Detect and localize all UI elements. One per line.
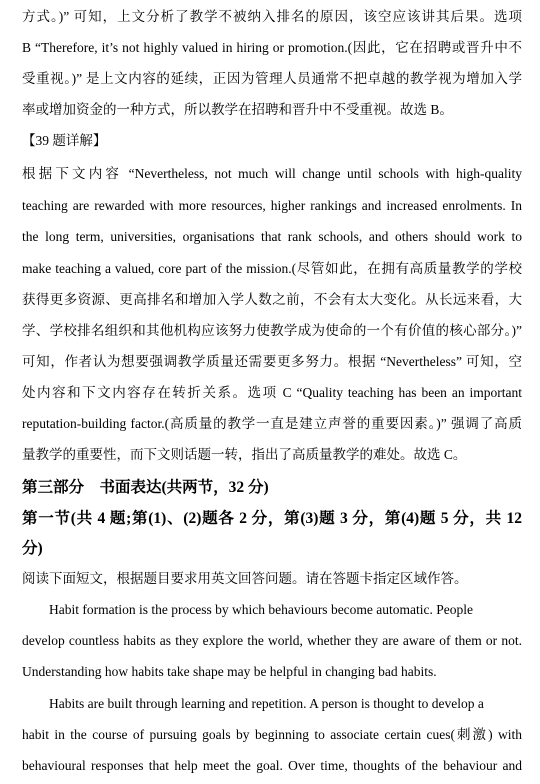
q39-line-10: 量教学的重要性，而下文则话题一转，指出了高质量教学的难处。故选 C。 bbox=[22, 447, 467, 462]
q39-line-4: make teaching a valued, core part of the mission.(尽管如此，在拥有高质量教学的学校 bbox=[22, 261, 522, 276]
q39-line-9: reputation-building factor.(高质量的教学一直是建立声誉的重要因素。)” 强调了高质 bbox=[22, 416, 522, 431]
passage-line-1: Habit formation is the process by which behaviours become automatic. People bbox=[49, 602, 474, 617]
analysis-line-2: B “Therefore, it’s not highly valued in hiring or promotion.(因此，它在招聘或晋升中不 bbox=[22, 40, 522, 55]
passage-line-4: Habits are built through learning and repetition. A person is thought to develop a bbox=[49, 696, 484, 711]
analysis-line-4: 率或增加资金的一种方式，所以教学在招聘和晋升中不受重视。故选 B。 bbox=[22, 102, 453, 117]
analysis-line-3: 受重视。)” 是上文内容的延续，正因为管理人员通常不把卓越的教学视为增加入学 bbox=[22, 71, 522, 86]
instruction: 阅读下面短文，根据题目要求用英文回答问题。请在答题卡指定区域作答。 bbox=[22, 571, 468, 586]
passage-line-2: develop countless habits as they explore the world, whether they are aware of them or not. bbox=[22, 633, 522, 648]
q39-line-6: 学、学校排名组织和其他机构应该努力使教学成为使命的一个有价值的核心部分。)” bbox=[22, 323, 522, 338]
q39-line-8: 处内容和下文内容存在转折关系。选项 C “Quality teaching has been an important bbox=[22, 385, 522, 400]
q39-heading: 【39 题详解】 bbox=[22, 133, 107, 148]
section1-heading-cont: 分) bbox=[22, 540, 43, 557]
q39-line-3: the long term, universities, organisations that rank schools, and others should work to bbox=[22, 229, 522, 244]
section1-heading: 第一节(共 4 题;第(1)、(2)题各 2 分，第(3)题 3 分，第(4)题 5 分，共 12 bbox=[22, 510, 522, 527]
q39-line-5: 获得更多资源、更高排名和增加入学人数之前，不会有太大变化。从长远来看，大 bbox=[22, 292, 522, 307]
passage-line-5: habit in the course of pursuing goals by beginning to associate certain cues(刺激) with bbox=[22, 727, 522, 742]
passage-line-3: Understanding how habits take shape may be helpful in changing bad habits. bbox=[22, 664, 437, 679]
q39-line-2: teaching are rewarded with more resources, higher rankings and increased enrolments. In bbox=[22, 198, 522, 213]
q39-line-7: 可知，作者认为想要强调教学质量还需要更多努力。根据 “Nevertheless” 可知，空 bbox=[22, 354, 522, 369]
passage-line-6: behavioural responses that help meet the goal. Over time, thoughts of the behaviour and bbox=[22, 758, 522, 773]
part3-heading: 第三部分 书面表达(共两节，32 分) bbox=[22, 479, 269, 496]
analysis-line-1: 方式。)” 可知，上文分析了教学不被纳入排名的原因，该空应该讲其后果。选项 bbox=[22, 9, 522, 24]
q39-line-1: 根据下文内容 “Nevertheless, not much will change until schools with high-quality bbox=[22, 166, 522, 181]
